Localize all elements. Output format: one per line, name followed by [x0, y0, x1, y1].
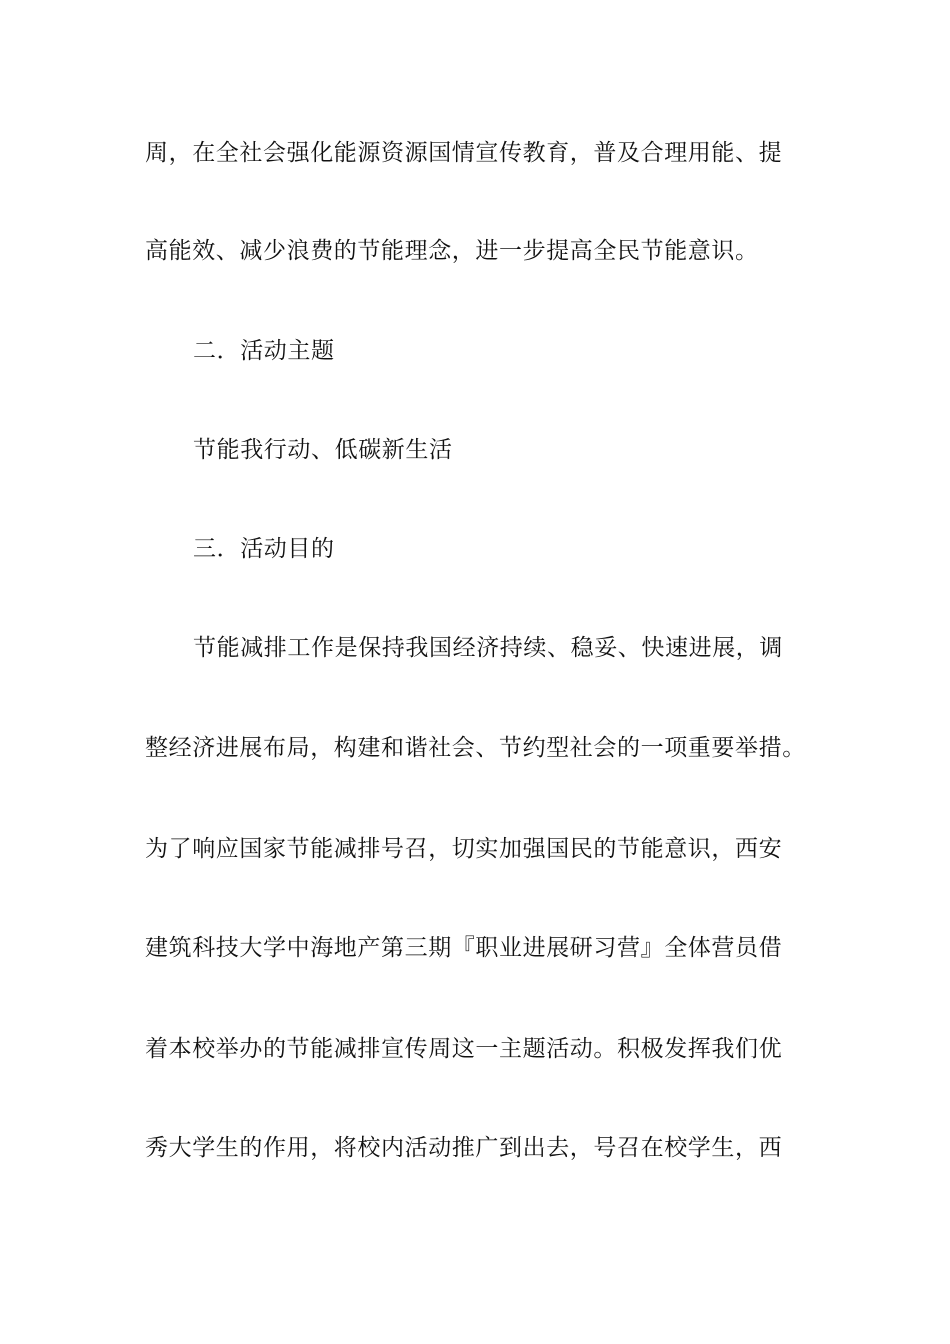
paragraph-line: 节能我行动、低碳新生活 — [193, 437, 453, 463]
paragraph-line: 周，在全社会强化能源资源国情宣传教育，普及合理用能、提 — [145, 140, 783, 166]
paragraph-line: 建筑科技大学中海地产第三期『职业进展研习营』全体营员借 — [145, 935, 783, 961]
paragraph-line: 整经济进展布局，构建和谐社会、节约型社会的一项重要举措。 — [145, 735, 806, 761]
paragraph-line: 节能减排工作是保持我国经济持续、稳妥、快速进展，调 — [193, 635, 783, 661]
paragraph-line: 为了响应国家节能减排号召，切实加强国民的节能意识，西安 — [145, 836, 783, 862]
paragraph-line: 秀大学生的作用，将校内活动推广到出去，号召在校学生，西 — [145, 1135, 783, 1161]
section-heading: 二．活动主题 — [193, 338, 335, 364]
section-heading: 三．活动目的 — [193, 536, 335, 562]
paragraph-line: 高能效、减少浪费的节能理念，进一步提高全民节能意识。 — [145, 238, 759, 264]
paragraph-line: 着本校举办的节能减排宣传周这一主题活动。积极发挥我们优 — [145, 1036, 783, 1062]
